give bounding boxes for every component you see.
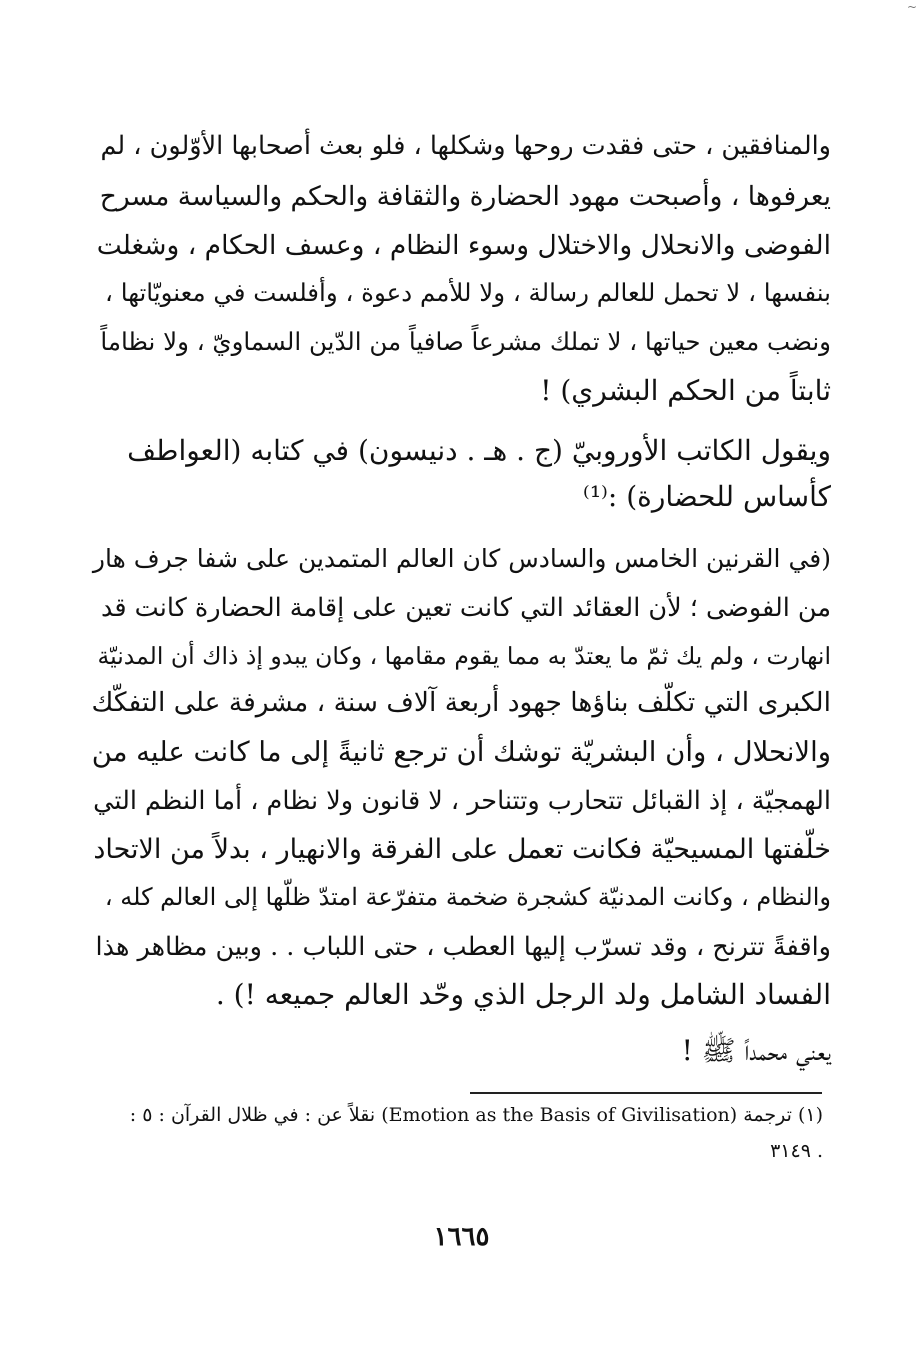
quote-line: (في القرنين الخامس والسادس كان العالم المتمدين على شفا جرف هار <box>92 544 831 573</box>
quote-line: الهمجيّة ، إذ القبائل تتحارب وتتناحر ، لا قانون ولا نظام ، أما النظم التي <box>93 786 831 816</box>
text-line: بنفسها ، لا تحمل للعالم رسالة ، ولا للأمم دعوة ، وأفلست في معنويّاتها ، <box>105 278 831 307</box>
text-line: ثابتاً من الحكم البشري) ! <box>540 374 831 407</box>
quote-line: الكبرى التي تكلّف بناؤها جهود أربعة آلاف سنة ، مشرفة على التفكّك <box>91 687 831 718</box>
closing-line: يعني محمداً ﷺ ! <box>681 1034 831 1067</box>
text-line: ونضب معين حياتها ، لا تملك مشرعاً صافياً من الدّين السماويّ ، ولا نظاماً <box>100 327 831 356</box>
quote-line: واقفةً تترنح ، وقد تسرّب إليها العطب ، حتى اللباب . . وبين مظاهر هذا <box>95 932 831 962</box>
quote-line: انهارت ، ولم يك ثمّ ما يعتدّ به مما يقوم مقامها ، وكان يبدو إذ ذاك أن المدنيّة <box>97 642 831 670</box>
text-line: ويقول الكاتب الأوروبيّ (ج . هـ . دنيسون) في كتابه (العواطف <box>127 434 831 467</box>
quote-line: والانحلال ، وأن البشريّة توشك أن ترجع ثانيةً إلى ما كانت عليه من <box>91 736 831 768</box>
quote-line: الفساد الشامل ولد الرجل الذي وحّد العالم جميعه !) . <box>215 978 831 1011</box>
quote-line: خلّفتها المسيحيّة فكانت تعمل على الفرقة والانهيار ، بدلاً من الاتحاد <box>93 834 831 865</box>
quote-line: من الفوضى ؛ لأن العقائد التي كانت تعين على إقامة الحضارة كانت قد <box>101 593 831 623</box>
footnote-line: (١) ترجمة (Emotion as the Basis of Givilisation) نقلاً عن : في ظلال القرآن : ٥ : <box>129 1104 823 1126</box>
text-line: الفوضى والانحلال والاختلال وسوء النظام ، وعسف الحكام ، وشغلت <box>96 230 831 261</box>
footnote-separator <box>470 1092 822 1094</box>
text-line: والمنافقين ، حتى فقدت روحها وشكلها ، فلو بعث أصحابها الأوّلون ، لم <box>100 131 831 161</box>
page-number: ١٦٦٥ <box>433 1222 490 1252</box>
footnote-line: ٣١٤٩ . <box>770 1140 823 1162</box>
text-line: كأساس للحضارة) :⁽¹⁾ <box>582 480 831 513</box>
quote-line: والنظام ، وكانت المدنيّة كشجرة ضخمة متفرّعة امتدّ ظلّها إلى العالم كله ، <box>104 883 831 911</box>
text-line: يعرفوها ، وأصبحت مهود الحضارة والثقافة والحكم والسياسة مسرح <box>99 181 831 212</box>
corner-mark: ~ <box>906 0 917 14</box>
